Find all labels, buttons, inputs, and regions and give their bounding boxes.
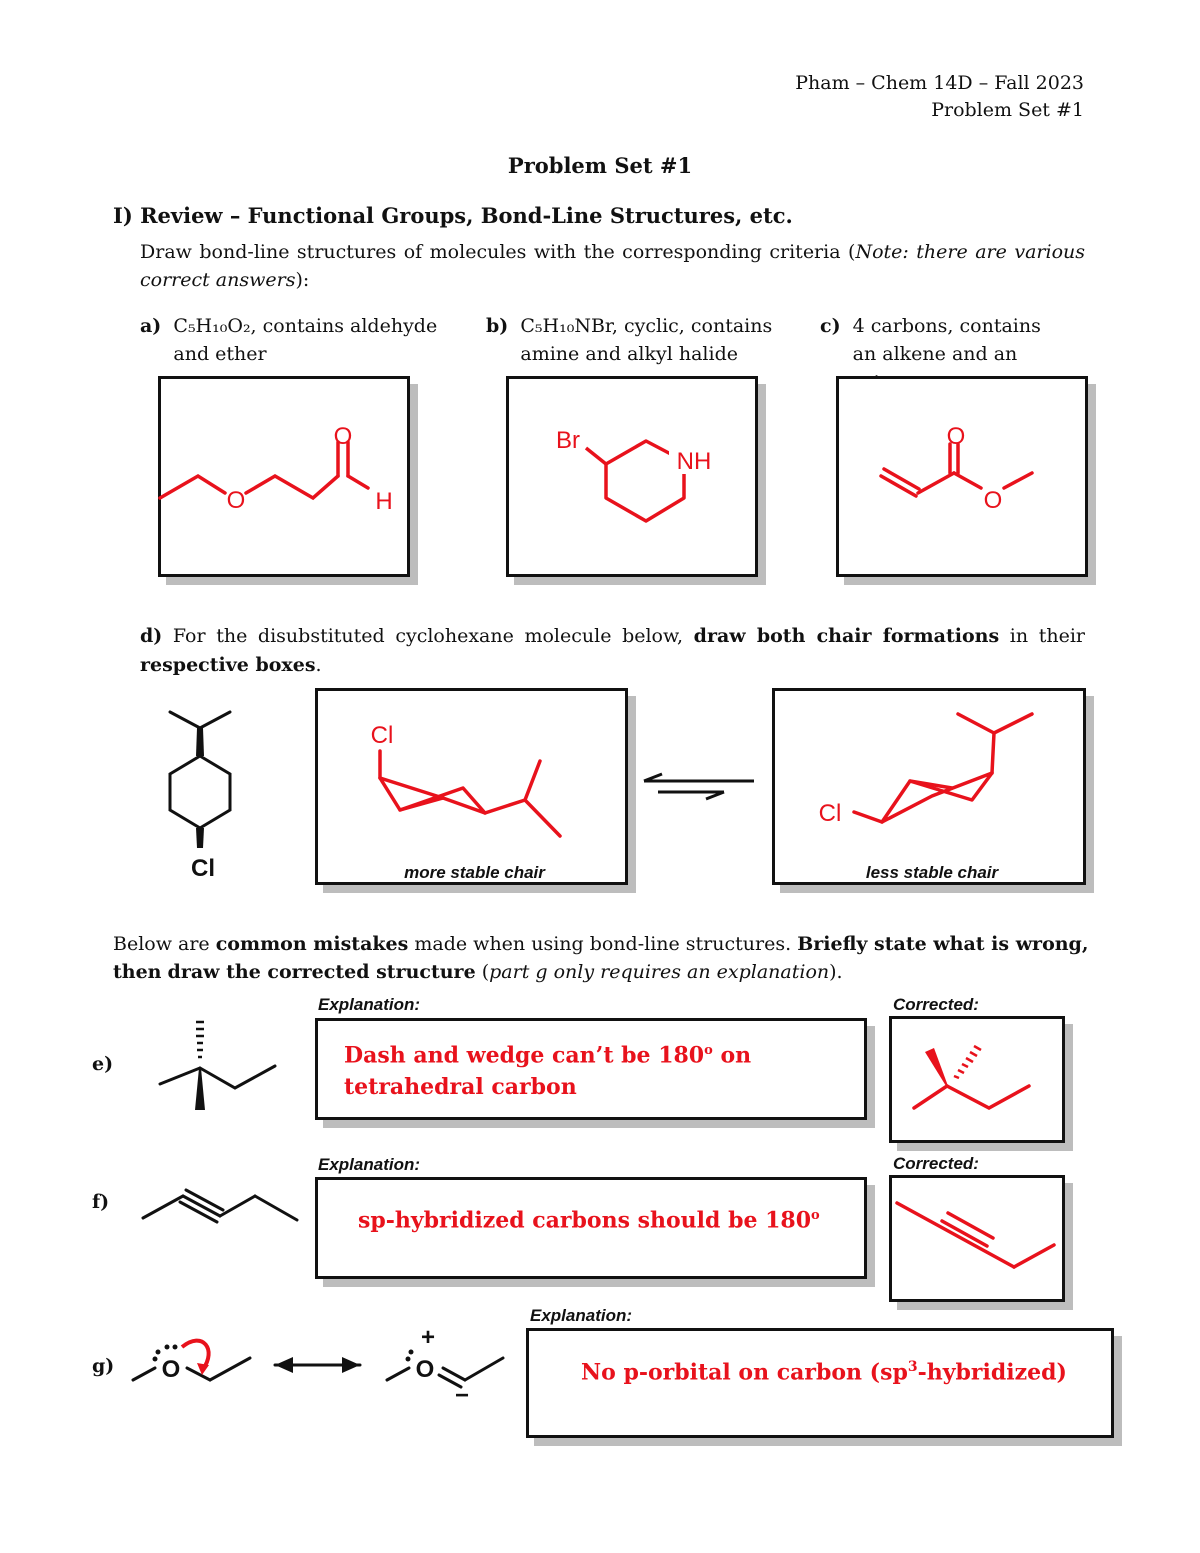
- answer-box-b[interactable]: [506, 376, 758, 577]
- answer-box-a[interactable]: [158, 376, 410, 577]
- section-heading: I) Review – Functional Groups, Bond-Line Structures, etc.: [113, 203, 793, 228]
- chlorine-atom: Cl: [370, 722, 394, 749]
- nh-group: NH: [676, 448, 712, 475]
- oxygen-atom: O: [946, 423, 966, 450]
- chair-box-more-stable[interactable]: [315, 688, 628, 885]
- part-d-prompt-line1: d) For the disubstituted cyclohexane molecule below, draw both chair formations in their: [140, 625, 1085, 647]
- explanation-box-g[interactable]: [526, 1328, 1114, 1438]
- part-d-prompt-line2: respective boxes.: [140, 654, 322, 676]
- part-b-prompt: b) C₅H₁₀NBr, cyclic, contains amine and alkyl halide: [486, 315, 773, 365]
- corrected-box-f[interactable]: [889, 1175, 1065, 1302]
- part-g-resonance-structures: [125, 1325, 525, 1415]
- structure-a: [158, 376, 410, 577]
- cyclohexane-start-structure: [150, 690, 270, 890]
- explanation-box-f[interactable]: [315, 1177, 867, 1279]
- corrected-structure-f: [889, 1175, 1065, 1302]
- answer-f: sp-hybridized carbons should be 180$^o$: [358, 1207, 820, 1234]
- answer-box-c[interactable]: [836, 376, 1088, 577]
- hydrogen-atom: H: [375, 488, 393, 515]
- negative-charge: −: [454, 1382, 470, 1409]
- corrected-label: Corrected:: [893, 995, 979, 1014]
- mistakes-intro-line1: Below are common mistakes made when using bond-line structures. Briefly state what is wrong,: [113, 933, 1089, 955]
- chair-more-stable-structure: [315, 688, 628, 885]
- oxygen-atom: O: [226, 487, 246, 514]
- chair-less-stable-structure: [772, 688, 1086, 885]
- answer-g: No p-orbital on carbon $(sp^3-hybridized)$: [581, 1359, 1067, 1386]
- header-set-line: Problem Set #1: [931, 99, 1084, 121]
- chair-box-less-stable[interactable]: [772, 688, 1086, 885]
- equilibrium-arrows: [640, 773, 760, 803]
- part-f-structure: [140, 1186, 310, 1236]
- corrected-structure-e: [889, 1016, 1065, 1143]
- part-e-label: e): [92, 1053, 114, 1075]
- caption-more-stable: more stable chair: [404, 863, 545, 882]
- oxygen-atom: O: [983, 487, 1003, 514]
- part-g-label: g): [92, 1355, 115, 1377]
- header-course-line: Pham – Chem 14D – Fall 2023: [795, 72, 1084, 94]
- chlorine-atom: Cl: [191, 855, 215, 882]
- oxygen-atom: O: [415, 1356, 435, 1383]
- positive-charge: +: [420, 1324, 436, 1351]
- structure-c: [836, 376, 1088, 577]
- oxygen-atom: O: [333, 423, 353, 450]
- explanation-label: Explanation:: [318, 1155, 421, 1174]
- explanation-label: Explanation:: [318, 995, 421, 1014]
- part-c-prompt: c) 4 carbons, contains an alkene and an: [820, 315, 1041, 365]
- corrected-box-e[interactable]: [889, 1016, 1065, 1143]
- part-a-prompt: a) C₅H₁₀O₂, contains aldehyde and ether: [140, 315, 438, 365]
- caption-less-stable: less stable chair: [865, 863, 999, 882]
- structure-b: [506, 376, 758, 577]
- answer-e: Dash and wedge can’t be 180$^o$ on tetrahedral carbon: [344, 1042, 752, 1101]
- mistakes-intro-line2: then draw the corrected structure (part g only requires an explanation).: [113, 961, 843, 983]
- oxygen-atom: O: [161, 1356, 181, 1383]
- page-title: Problem Set #1: [507, 153, 693, 178]
- corrected-label: Corrected:: [893, 1154, 979, 1173]
- bromine-atom: Br: [556, 427, 580, 454]
- part-f-label: f): [92, 1191, 110, 1213]
- explanation-label: Explanation:: [530, 1306, 633, 1325]
- chlorine-atom: Cl: [818, 800, 842, 827]
- part-e-structure: [155, 1018, 285, 1118]
- section-intro: Draw bond-line structures of molecules with the corresponding criteria (Note: there are various correct answers):: [140, 241, 1085, 291]
- explanation-box-e[interactable]: [315, 1018, 867, 1120]
